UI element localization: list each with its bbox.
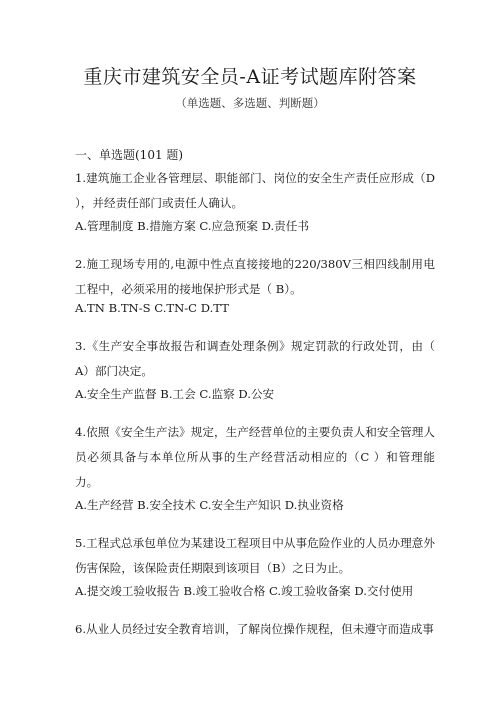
question-text: 2.施工现场专用的,电源中性点直接接地的220/380V三相四线制用电工程中，必须采用的接地保护形式是（ B）。	[75, 257, 435, 296]
question-options: A.安全生产监督 B.工会 C.监察 D.公安	[75, 387, 275, 401]
question-text: 5.工程式总承包单位为某建设工程项目中从事危险作业的人员办理意外伤害保险，该保险责任期限到该项目（B）之日为止。	[75, 536, 435, 575]
question-options: A.生产经营 B.安全技术 C.安全生产知识 D.执业资格	[75, 498, 344, 512]
question-text: 6.从业人员经过安全教育培训，了解岗位操作规程，但未遵守而造成事	[75, 622, 434, 636]
question-2	[75, 252, 435, 318]
question-text: 3.《生产安全事故报告和调查处理条例》规定罚款的行政处罚，由（ A）部门决定。	[75, 339, 435, 378]
question-3	[75, 334, 435, 404]
section-heading: 一、单选题(101 题)	[75, 148, 184, 162]
question-5	[75, 531, 435, 601]
question-text: 1.建筑施工企业各管理层、职能部门、岗位的安全生产责任应形成（D ），并经责任部门或责任人确认。	[75, 171, 435, 210]
question-4	[75, 420, 435, 515]
question-options: A.TN B.TN-S C.TN-C D.TT	[75, 301, 229, 315]
question-text: 4.依照《安全生产法》规定，生产经营单位的主要负责人和安全管理人员必须具备与本单位所从事的生产经营活动相应的（C ）和管理能力。	[75, 425, 435, 489]
document-title: 重庆市建筑安全员-A证考试题库附答案	[83, 66, 417, 88]
question-6	[75, 617, 435, 642]
question-list	[75, 166, 435, 642]
document-subtitle: （单选题、多选题、判断题）	[175, 96, 325, 110]
question-options: A.管理制度 B.措施方案 C.应急预案 D.责任书	[75, 219, 309, 233]
question-1	[75, 166, 435, 236]
question-options: A.提交竣工验收报告 B.竣工验收合格 C.竣工验收备案 D.交付使用	[75, 584, 414, 598]
